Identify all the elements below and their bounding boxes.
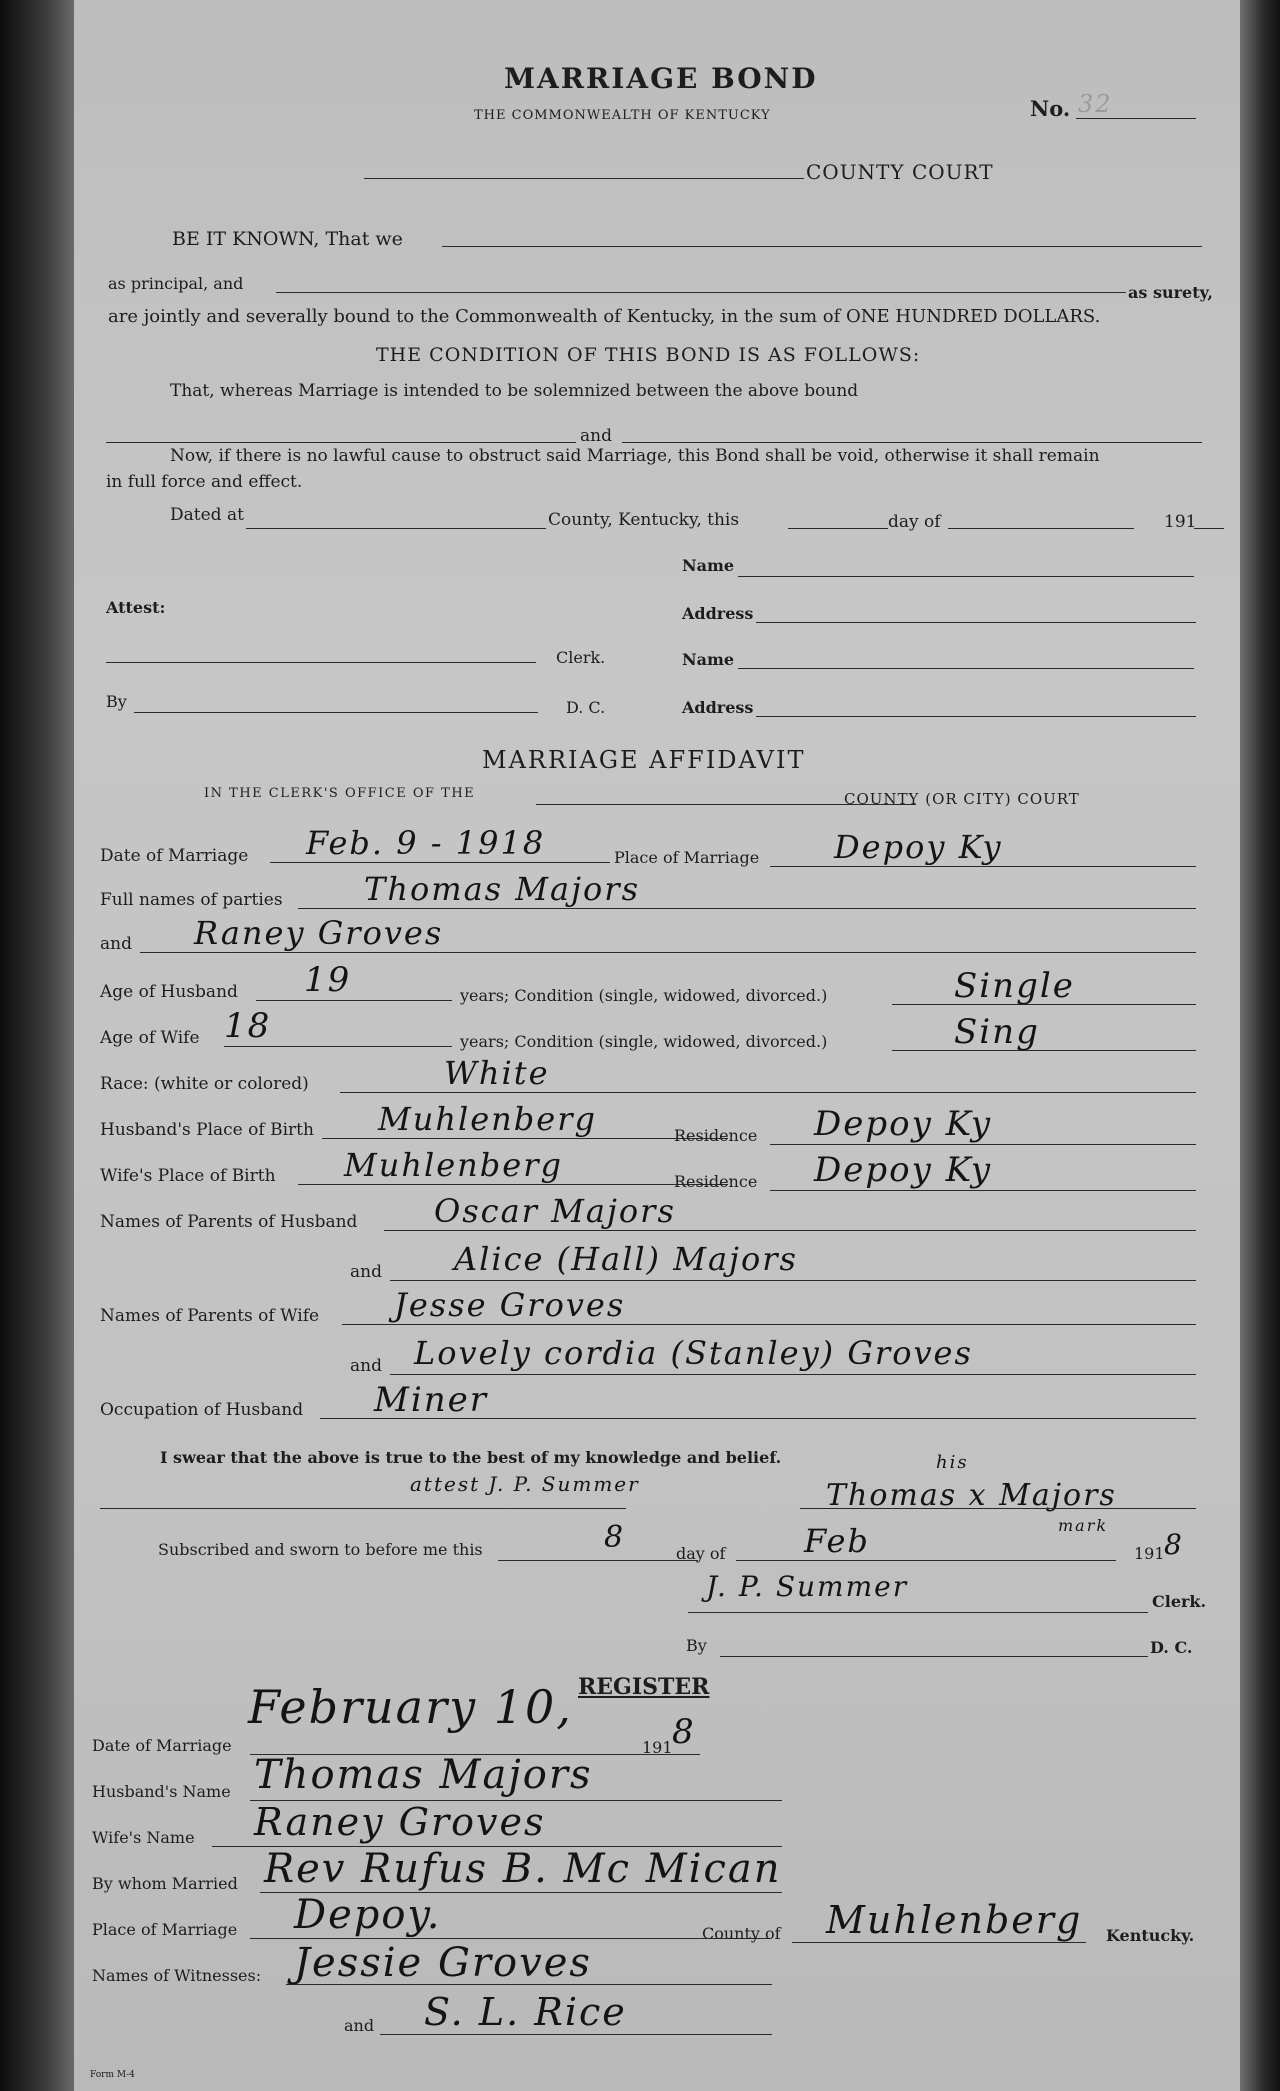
- bond-subtitle: THE COMMONWEALTH OF KENTUCKY: [474, 108, 771, 123]
- attest-line: [100, 1508, 626, 1509]
- name-label-2: Name: [682, 650, 735, 669]
- name-line-1: [738, 576, 1194, 577]
- race-label: Race: (white or colored): [100, 1074, 309, 1094]
- register-wife-label: Wife's Name: [92, 1828, 195, 1847]
- film-edge-left: [0, 0, 74, 2091]
- register-kentucky-label: Kentucky.: [1106, 1926, 1195, 1945]
- place-of-marriage-line: [770, 866, 1196, 867]
- register-witness2-line: [380, 2034, 772, 2035]
- address-line-1: [756, 622, 1196, 623]
- now-text-1: Now, if there is no lawful cause to obstruct said Marriage, this Bond shall be void, otherwise it shall remain: [170, 446, 1100, 466]
- party2-value: Raney Groves: [194, 914, 444, 952]
- full-names-line: [298, 908, 1196, 909]
- and-text: and: [580, 426, 612, 446]
- clerks-office-label: IN THE CLERK'S OFFICE OF THE: [204, 786, 476, 801]
- party-line-1: [106, 442, 576, 443]
- and-label-husband-parents: and: [350, 1262, 382, 1282]
- register-and-label: and: [344, 2016, 375, 2035]
- wife-father-value: Jesse Groves: [394, 1286, 626, 1324]
- marriage-bond-document: [74, 0, 1240, 2091]
- dated-year-label: 191: [1164, 512, 1197, 532]
- age-wife-label: Age of Wife: [100, 1028, 200, 1048]
- husband-father-line: [384, 1230, 1196, 1231]
- husband-mother-value: Alice (Hall) Majors: [454, 1240, 798, 1278]
- occupation-label: Occupation of Husband: [100, 1400, 304, 1420]
- wife-residence-label: Residence: [674, 1172, 758, 1191]
- husband-birth-value: Muhlenberg: [378, 1100, 597, 1138]
- subscribed-text: Subscribed and sworn to before me this: [158, 1540, 483, 1559]
- husband-birth-line: [322, 1138, 728, 1139]
- register-witness2-value: S. L. Rice: [424, 1990, 627, 2034]
- register-year-value: 8: [672, 1712, 696, 1752]
- parents-wife-label: Names of Parents of Wife: [100, 1306, 320, 1326]
- whereas-text: That, whereas Marriage is intended to be solemnized between the above bound: [170, 381, 859, 401]
- dated-day-of-label: day of: [888, 512, 941, 532]
- dated-at-line: [246, 528, 546, 529]
- sworn-month-value: Feb: [804, 1522, 870, 1560]
- form-number: Form M-4: [90, 2070, 135, 2080]
- age-husband-value: 19: [304, 960, 352, 1000]
- date-of-marriage-label: Date of Marriage: [100, 846, 249, 866]
- wife-birth-value: Muhlenberg: [344, 1146, 563, 1184]
- full-names-label: Full names of parties: [100, 890, 283, 910]
- bond-number-line: [1076, 118, 1196, 119]
- wife-mother-value: Lovely cordia (Stanley) Groves: [414, 1334, 973, 1372]
- register-by-whom-label: By whom Married: [92, 1874, 238, 1893]
- register-witness1-value: Jessie Groves: [294, 1940, 592, 1986]
- wife-condition-value: Sing: [954, 1012, 1040, 1052]
- bond-dc-label: D. C.: [566, 698, 606, 717]
- register-year-label: 191: [642, 1738, 673, 1757]
- surety-text: as surety,: [1128, 283, 1213, 302]
- affidavit-county-court: COUNTY (OR CITY) COURT: [844, 790, 1080, 808]
- party-line-2: [622, 442, 1202, 443]
- principal-line: [276, 292, 1126, 293]
- register-title: REGISTER: [578, 1674, 710, 1700]
- husband-residence-line: [770, 1144, 1196, 1145]
- race-value: White: [444, 1054, 550, 1092]
- place-of-marriage-value: Depoy Ky: [834, 828, 1003, 866]
- condition-heading: THE CONDITION OF THIS BOND IS AS FOLLOWS:: [376, 344, 921, 366]
- film-edge-right: [1240, 0, 1280, 2091]
- attest-signature: attest J. P. Summer: [410, 1472, 640, 1496]
- affiant-line: [800, 1508, 1196, 1509]
- wife-birth-label: Wife's Place of Birth: [100, 1166, 276, 1186]
- dated-at-label: Dated at: [170, 505, 244, 525]
- affidavit-by-line: [720, 1656, 1148, 1657]
- bond-number-label: No.: [1030, 96, 1071, 121]
- husband-condition-value: Single: [954, 966, 1075, 1006]
- wife-mother-line: [390, 1374, 1196, 1375]
- bond-by-label: By: [106, 692, 127, 711]
- and-label-party: and: [100, 934, 132, 954]
- bond-by-line: [134, 712, 538, 713]
- clerk-signature: J. P. Summer: [706, 1570, 909, 1603]
- jointly-bound-text: are jointly and severally bound to the Commonwealth of Kentucky, in the sum of ONE HUNDRED DOLLARS.: [108, 306, 1101, 327]
- husband-mother-line: [390, 1280, 1196, 1281]
- parents-husband-label: Names of Parents of Husband: [100, 1212, 358, 1232]
- register-wife-value: Raney Groves: [254, 1800, 546, 1844]
- race-line: [340, 1092, 1196, 1093]
- wife-condition-line: [892, 1050, 1196, 1051]
- husband-residence-value: Depoy Ky: [814, 1104, 993, 1144]
- sworn-day-value: 8: [604, 1520, 626, 1555]
- sworn-year-label: 191: [1134, 1544, 1165, 1563]
- affidavit-by-label: By: [686, 1636, 707, 1655]
- wife-birth-line: [298, 1184, 728, 1185]
- affiant-signature: Thomas x Majors: [826, 1478, 1117, 1513]
- mark-label: mark: [1058, 1516, 1109, 1535]
- name-label-1: Name: [682, 556, 735, 575]
- register-husband-value: Thomas Majors: [254, 1752, 593, 1798]
- county-court-line: [364, 178, 804, 179]
- county-ky-this-label: County, Kentucky, this: [548, 510, 740, 530]
- county-court-label: COUNTY COURT: [806, 160, 994, 184]
- sworn-year-value: 8: [1164, 1528, 1184, 1561]
- husband-birth-label: Husband's Place of Birth: [100, 1120, 314, 1140]
- register-date-label: Date of Marriage: [92, 1736, 232, 1755]
- be-it-known-text: BE IT KNOWN, That we: [172, 228, 403, 250]
- wife-father-line: [342, 1324, 1196, 1325]
- dated-month-line: [948, 528, 1134, 529]
- age-wife-value: 18: [224, 1006, 272, 1046]
- wife-residence-line: [770, 1190, 1196, 1191]
- bond-number-value: 32: [1078, 90, 1113, 118]
- affidavit-dc-label: D. C.: [1150, 1638, 1193, 1657]
- bond-clerk-label: Clerk.: [556, 648, 606, 667]
- register-place-value: Depoy.: [294, 1892, 442, 1938]
- husband-father-value: Oscar Majors: [434, 1192, 676, 1230]
- place-of-marriage-label: Place of Marriage: [614, 848, 760, 867]
- dated-day-line: [788, 528, 888, 529]
- husband-residence-label: Residence: [674, 1126, 758, 1145]
- attest-label: Attest:: [106, 598, 166, 617]
- name-line-2: [738, 668, 1194, 669]
- date-of-marriage-line: [270, 862, 610, 863]
- wife-residence-value: Depoy Ky: [814, 1150, 993, 1190]
- clerk-line: [106, 662, 536, 663]
- register-date-value: February 10,: [248, 1680, 573, 1734]
- register-place-label: Place of Marriage: [92, 1920, 238, 1939]
- sworn-day-line: [498, 1560, 698, 1561]
- affidavit-clerk-line: [688, 1612, 1148, 1613]
- now-text-2: in full force and effect.: [106, 472, 303, 492]
- swear-text: I swear that the above is true to the best of my knowledge and belief.: [160, 1448, 782, 1467]
- years-condition-label-2: years; Condition (single, widowed, divorced.): [460, 1032, 828, 1051]
- affidavit-clerk-label: Clerk.: [1152, 1592, 1207, 1611]
- sworn-month-line: [736, 1560, 1116, 1561]
- and-label-wife-parents: and: [350, 1356, 382, 1376]
- be-it-known-line: [442, 246, 1202, 247]
- register-witnesses-label: Names of Witnesses:: [92, 1966, 262, 1985]
- principal-text: as principal, and: [108, 274, 244, 293]
- register-county-of-label: County of: [702, 1924, 781, 1943]
- date-of-marriage-value: Feb. 9 - 1918: [306, 824, 546, 862]
- affidavit-title: MARRIAGE AFFIDAVIT: [482, 746, 806, 774]
- party2-line: [140, 952, 1196, 953]
- register-place-line: [250, 1938, 770, 1939]
- address-line-2: [756, 716, 1196, 717]
- register-county-line: [792, 1942, 1086, 1943]
- sworn-day-of-label: day of: [676, 1544, 726, 1563]
- age-husband-line: [256, 1000, 452, 1001]
- register-by-whom-value: Rev Rufus B. Mc Mican: [264, 1846, 782, 1892]
- address-label-1: Address: [682, 604, 754, 623]
- bond-title: MARRIAGE BOND: [504, 62, 818, 95]
- his-mark-label: his: [936, 1452, 969, 1473]
- address-label-2: Address: [682, 698, 754, 717]
- register-husband-label: Husband's Name: [92, 1782, 231, 1801]
- age-wife-line: [224, 1046, 452, 1047]
- dated-year-line: [1194, 528, 1224, 529]
- years-condition-label-1: years; Condition (single, widowed, divorced.): [460, 986, 828, 1005]
- age-husband-label: Age of Husband: [100, 982, 238, 1002]
- party1-value: Thomas Majors: [364, 870, 640, 908]
- register-county-value: Muhlenberg: [826, 1898, 1083, 1942]
- occupation-value: Miner: [374, 1380, 488, 1420]
